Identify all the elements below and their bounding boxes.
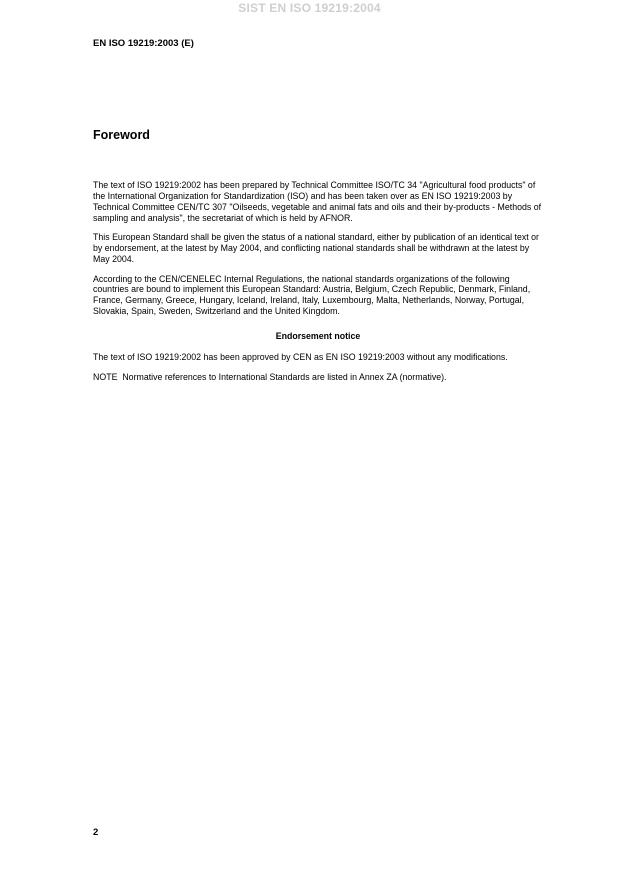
foreword-paragraph-1: The text of ISO 19219:2002 has been prepared by Technical Committee ISO/TC 34 "Agricultural food products" of the International Organization for Standardization (ISO) and has been taken over as EN ISO 19219:2003 by Technical Committee CEN/TC 307 "Oilseeds, vegetable and animal fats and oils and their by-products - Methods of sampling and analysis", the secretariat of which is held by AFNOR. [93,180,542,223]
foreword-title: Foreword [93,128,150,142]
foreword-paragraph-2: This European Standard shall be given the status of a national standard, either by publication of an identical text or by endorsement, at the latest by May 2004, and conflicting national standards shall be withdrawn at the latest by May 2004. [93,232,539,265]
foreword-paragraph-3: According to the CEN/CENELEC Internal Regulations, the national standards organizations of the following countries are bound to implement this European Standard: Austria, Belgium, Czech Republic, Denmark, Finland, France, Germany, Greece, Hungary, Iceland, Ireland, Italy, Luxembourg, Malta, Netherlands, Norway, Portugal, Slovakia, Spain, Sweden, Switzerland and the United Kingdom. [93,273,531,317]
watermark: SIST EN ISO 19219:2004 [238,1,381,15]
page-number: 2 [93,827,99,838]
endorsement-notice-heading: Endorsement notice [275,331,361,342]
endorsement-text: The text of ISO 19219:2002 has been approved by CEN as EN ISO 19219:2003 without any modifications. [93,352,508,363]
document-body [93,180,543,391]
document-id-header: EN ISO 19219:2003 (E) [93,38,194,49]
endorsement-note: NOTE Normative references to International Standards are listed in Annex ZA (normative). [93,371,447,382]
